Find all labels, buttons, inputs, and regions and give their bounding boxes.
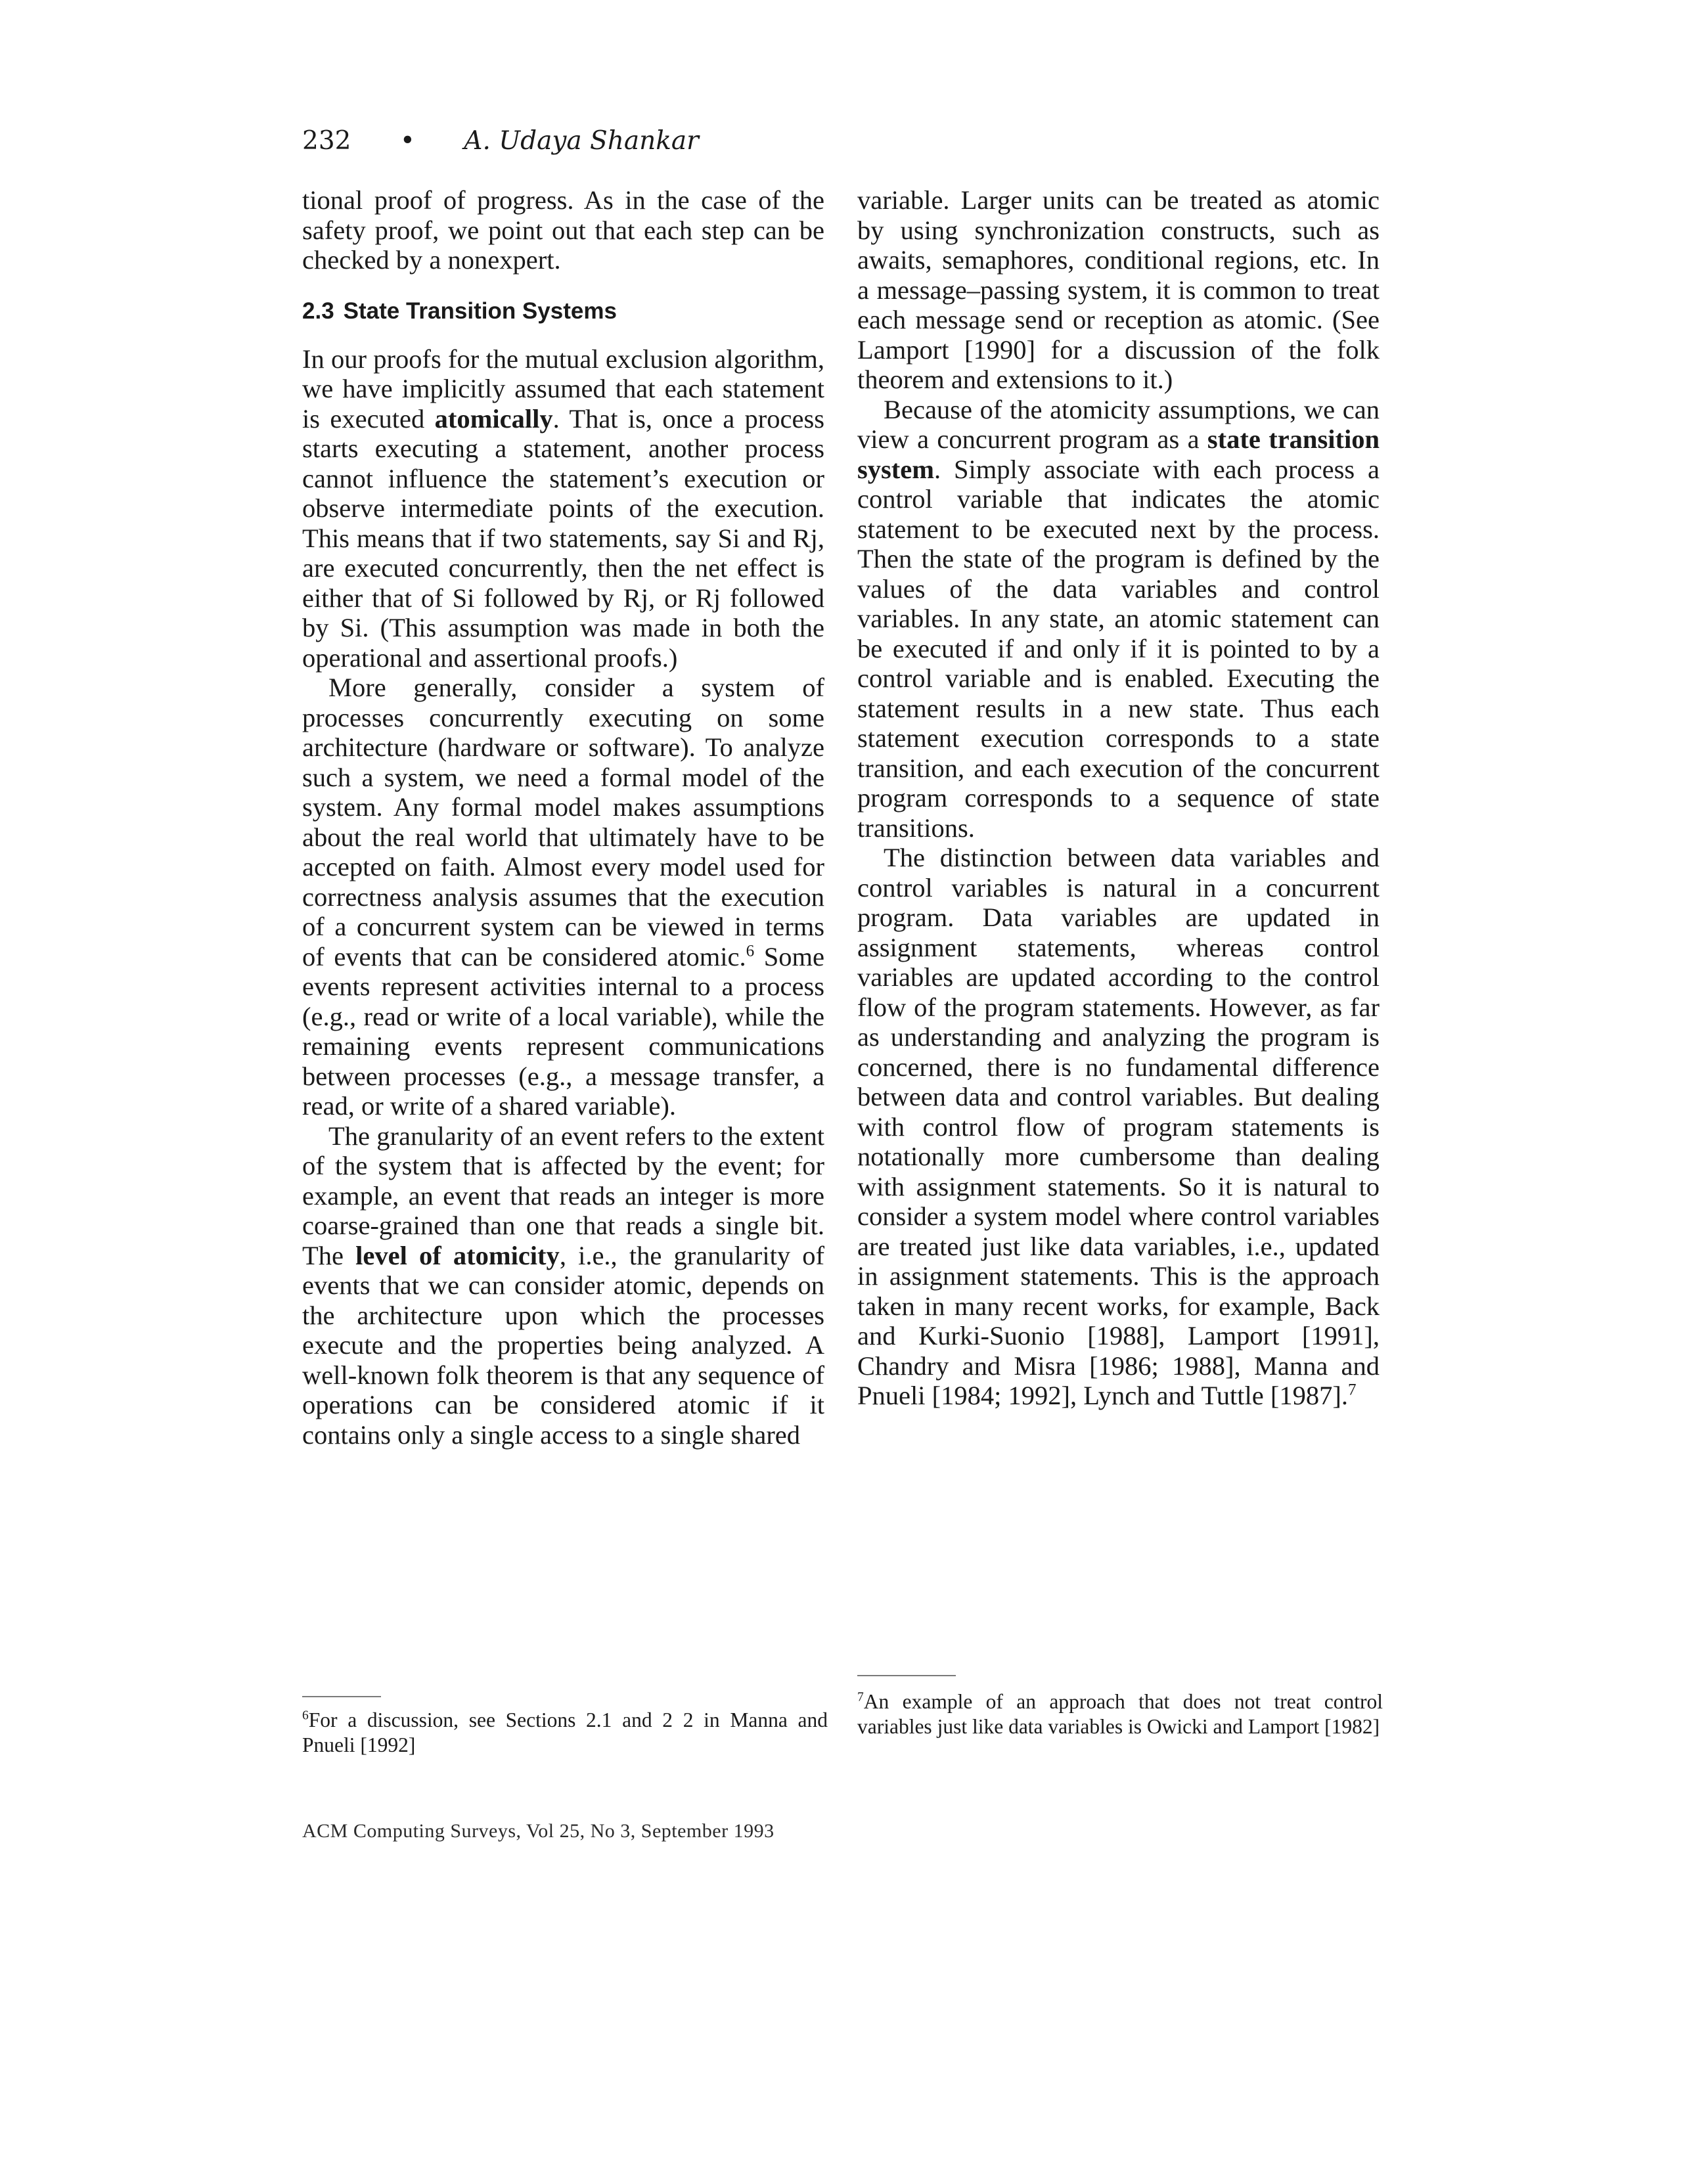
term-atomically: atomically — [434, 403, 553, 434]
header-separator: • — [399, 126, 415, 156]
paragraph — [857, 843, 1380, 1411]
text-run: . That is, once a process starts executing a statement, another process cannot influence the statement’s execution or observe intermediate points of the execution. This means that if two statements, say Si and Rj, are executed concurrently, then the net effect is either that of Si followed by Rj, or Rj followed by Si. (This assumption was made in both the operational and assertional proofs.) — [302, 403, 824, 673]
footnote-text-7: An example of an approach that does not treat control variables just like data variables is Owicki and Lamport [1982] — [857, 1690, 1383, 1738]
footnote-text-6: For a discussion, see Sections 2.1 and 2 2 in Manna and Pnueli [1992] — [302, 1708, 828, 1756]
section-title: State Transition Systems — [343, 298, 617, 324]
text-run: Because of the atomicity assumptions, we can view a concurrent program as a — [857, 394, 1380, 454]
journal-footer: ACM Computing Surveys, Vol 25, No 3, September 1993 — [302, 1820, 775, 1842]
footnote-ref-7[interactable]: 7 — [1347, 1381, 1357, 1399]
footnote-mark-6: 6 — [302, 1708, 309, 1723]
text-run: Some events represent activities internal to a process (e.g., read or write of a local variable), while the remaining events represent communications between processes (e.g., a message transfer, a read, or write of a shared variable). — [302, 941, 824, 1121]
paragraph — [857, 395, 1380, 843]
section-heading — [302, 296, 824, 326]
footnote-ref-6[interactable]: 6 — [746, 942, 755, 960]
footnote-mark-7: 7 — [857, 1690, 864, 1705]
paragraph — [302, 1121, 824, 1450]
footnote-7 — [857, 1689, 1383, 1739]
text-run: The granularity of an event refers to the extent of the system that is affected by the event; for example, an event that reads an integer is more coarse-grained than one that reads a single bit. The — [302, 1121, 824, 1270]
footnote-6 — [302, 1708, 828, 1758]
text-run: In our proofs for the mutual exclusion algorithm, we have implicitly assumed that each statement is executed — [302, 344, 824, 434]
text-run: More generally, consider a system of processes concurrently executing on some architecture (hardware or software). To analyze such a system, we need a formal model of the system. Any formal model makes assumptions about the real world that ultimately have to be accepted on faith. Almost every model used for correctness analysis assumes that the execution of a concurrent system can be viewed in terms of events that can be considered atomic. — [302, 673, 824, 971]
footnote-rule-left — [302, 1696, 381, 1697]
paragraph — [302, 673, 824, 1121]
page-number: 232 — [302, 126, 351, 156]
running-head — [302, 126, 699, 156]
text-run: , i.e., the granularity of events that we can consider atomic, depends on the architecture upon which the processes execute and the properties being analyzed. A well-known folk theorem is that any sequence of operations can be considered atomic if it contains only a single access to a single shared — [302, 1240, 825, 1450]
footnote-rule-right — [857, 1675, 956, 1676]
paragraph — [302, 344, 824, 673]
right-column — [857, 185, 1380, 1411]
author-name: A. Udaya Shankar — [464, 126, 699, 156]
paragraph-continued: variable. Larger units can be treated as atomic by using synchronization constructs, such as awaits, semaphores, conditional regions, etc. In a message–passing system, it is common to treat each message send or reception as atomic. (See Lamport [1990] for a discussion of the folk theorem and extensions to it.) — [857, 185, 1380, 394]
section-number: 2.3 — [302, 298, 334, 324]
paragraph-continued: tional proof of progress. As in the case of the safety proof, we point out that each step can be checked by a nonexpert. — [302, 185, 824, 275]
term-level-of-atomicity: level of atomicity — [355, 1240, 560, 1270]
left-column — [302, 185, 824, 1450]
text-run: . Simply associate with each process a control variable that indicates the atomic statement to be executed next by the process. Then the state of the program is defined by the values of the data variables and control variables. In any state, an atomic statement can be executed if and only if it is pointed to by a control variable and is enabled. Executing the statement results in a new state. Thus each statement execution corresponds to a state transition, and each execution of the concurrent program corresponds to a sequence of state transitions. — [857, 454, 1380, 843]
text-run: The distinction between data variables and control variables is natural in a concurrent program. Data variables are updated in assignment statements, whereas control variables are updated according to the control flow of the program statements. However, as far as understanding and analyzing the program is concerned, there is no fundamental difference between data and control variables. But dealing with control flow of program statements is notationally more cumbersome than dealing with assignment statements. So it is natural to consider a system model where control variables are treated just like data variables, i.e., updated in assignment statements. This is the approach taken in many recent works, for example, Back and Kurki-Suonio [1988], Lamport [1991], Chandry and Misra [1986; 1988], Manna and Pnueli [1984; 1992], Lynch and Tuttle [1987]. — [857, 843, 1380, 1410]
term-state-transition-system: state transition system — [857, 424, 1380, 484]
